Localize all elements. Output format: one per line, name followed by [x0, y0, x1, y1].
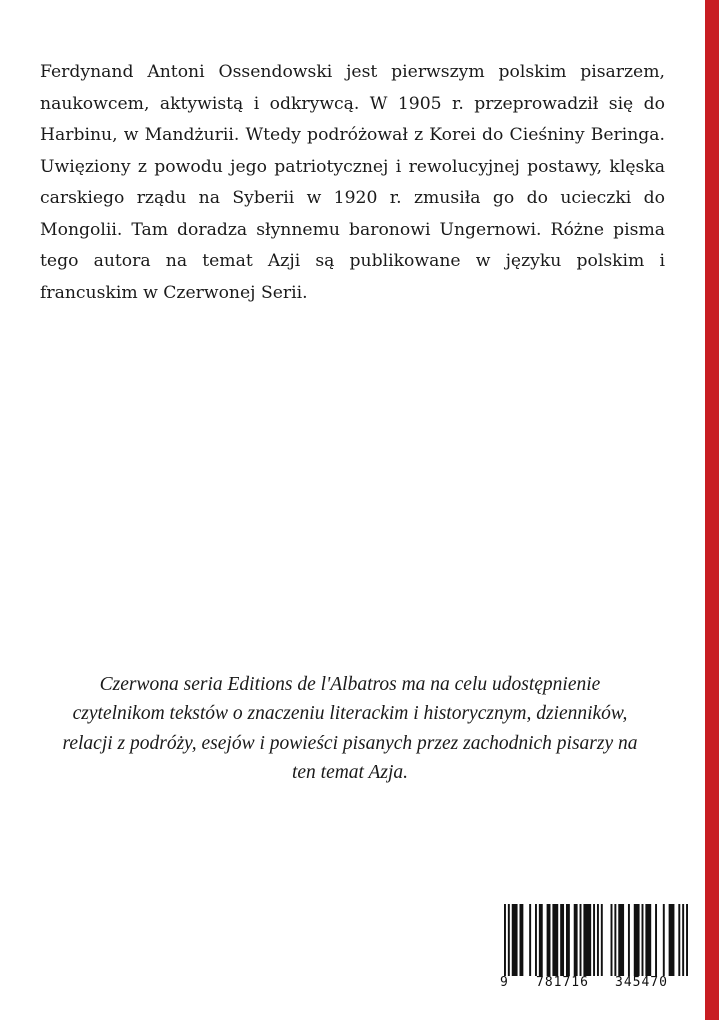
barcode-bar [574, 904, 578, 976]
barcode-bar [560, 904, 564, 976]
barcode-bar [669, 904, 675, 976]
barcode-bar [611, 904, 613, 976]
barcode-bar [678, 904, 680, 976]
red-spine-strip [705, 0, 719, 1020]
barcode-bar [512, 904, 518, 976]
barcode-bar [634, 904, 640, 976]
isbn-barcode [498, 898, 688, 1000]
barcode-bar [519, 904, 523, 976]
barcode-bar [614, 904, 616, 976]
barcode-digit-first: 9 [500, 975, 508, 990]
barcode-bar [580, 904, 582, 976]
barcode-bar [686, 904, 688, 976]
barcode-bar [504, 904, 506, 976]
barcode-digits-left: 781716 [536, 975, 589, 990]
barcode-bar [547, 904, 551, 976]
barcode-digits-right: 345470 [615, 975, 668, 990]
barcode-bar [618, 904, 624, 976]
barcode-bar [655, 904, 657, 976]
barcode-bar [645, 904, 651, 976]
barcode-bar [529, 904, 531, 976]
series-description: Czerwona seria Editions de l'Albatros ma na celu udostępnienie czytelnikom tekstów o znaczeniu literackim i historycznym, dzienników, relacji z podróży, esejów i powieści pisanych przez zachodnich pisarzy na ten temat Azja. [62, 673, 638, 783]
barcode-digits [498, 975, 688, 993]
barcode-bar [535, 904, 537, 976]
barcode-bar [552, 904, 558, 976]
barcode-bar [597, 904, 599, 976]
barcode-bar [642, 904, 644, 976]
barcode-bar [663, 904, 665, 976]
barcode-bar [682, 904, 684, 976]
barcode-bar [601, 904, 603, 976]
barcode-bar [583, 904, 591, 976]
barcode-bar [593, 904, 595, 976]
barcode-bars [504, 904, 688, 976]
barcode-bar [628, 904, 630, 976]
author-bio: Ferdynand Antoni Ossendowski jest pierwszym polskim pisarzem, naukowcem, aktywistą i odkrywcą. W 1905 r. przeprowadził się do Harbinu, w Mandżurii. Wtedy podróżował z Korei do Cieśniny Beringa. Uwięziony z powodu jego patriotycznej i rewolucyjnej postawy, klęska carskiego rządu na Syberii w 1920 r. zmusiła go do ucieczki do Mongolii. Tam doradza słynnemu baronowi Ungernowi. Różne pisma tego autora na temat Azji są publikowane w języku polskim i francuskim w Czerwonej Serii. [40, 62, 665, 303]
barcode-bar [566, 904, 570, 976]
barcode-bar [508, 904, 510, 976]
barcode-bar [539, 904, 543, 976]
